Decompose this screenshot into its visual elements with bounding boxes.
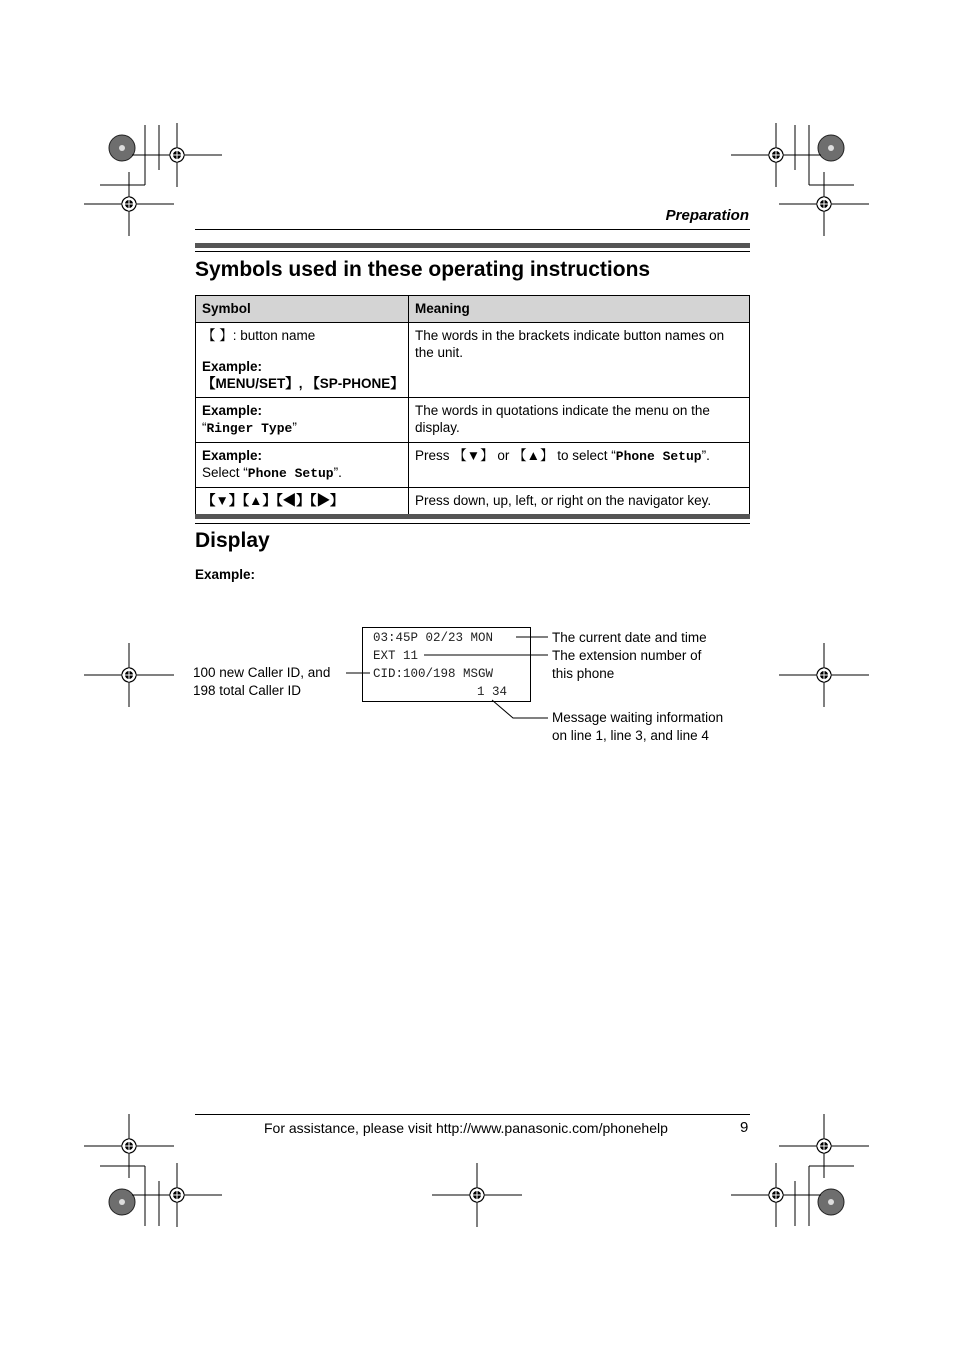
callout-text: on line 1, line 3, and line 4 bbox=[552, 728, 709, 743]
navigator-keys: 【▼】【▲】【◀】【▶】 bbox=[196, 488, 409, 515]
press-suffix: ”. bbox=[701, 448, 710, 463]
select-suffix: ”. bbox=[333, 465, 342, 480]
callout-extension bbox=[552, 647, 701, 683]
header-meaning: Meaning bbox=[409, 296, 750, 323]
meaning-cell: The words in the brackets indicate button names on the unit. bbox=[409, 323, 750, 398]
callout-caller-id bbox=[193, 664, 330, 700]
example-label: Example: bbox=[202, 448, 263, 463]
footer-rule bbox=[195, 1114, 750, 1115]
callout-message-waiting bbox=[552, 709, 723, 745]
section-header: Preparation bbox=[665, 207, 749, 224]
lcd-line-message: 1 34 bbox=[477, 685, 508, 699]
press-prefix: Press 【▼】 or 【▲】 to select “ bbox=[415, 448, 616, 463]
menu-code: Phone Setup bbox=[615, 449, 702, 464]
callout-text: 198 total Caller ID bbox=[193, 683, 302, 698]
lcd-line-caller-id: CID:100/198 MSGW bbox=[373, 667, 494, 681]
example-label: Example: bbox=[202, 403, 263, 418]
lcd-line-datetime: 03:45P 02/23 MON bbox=[373, 631, 494, 645]
meaning-cell: The words in quotations indicate the menu on the display. bbox=[409, 398, 750, 443]
callout-text: this phone bbox=[552, 666, 615, 681]
callout-date-time: The current date and time bbox=[552, 630, 707, 645]
page-number: 9 bbox=[740, 1119, 749, 1136]
header-symbol: Symbol bbox=[196, 296, 409, 323]
select-prefix: Select “ bbox=[202, 465, 248, 480]
meaning-cell: Press down, up, left, or right on the navigator key. bbox=[409, 488, 750, 515]
example-label: Example: bbox=[202, 359, 263, 374]
callout-text: Message waiting information bbox=[552, 710, 724, 725]
menu-code: Phone Setup bbox=[247, 466, 334, 481]
footer-assistance: For assistance, please visit http://www.panasonic.com/phonehelp bbox=[264, 1120, 668, 1136]
display-example-label: Example: bbox=[195, 567, 256, 582]
example-text: 【MENU/SET】, 【SP-PHONE】 bbox=[202, 376, 404, 391]
lcd-line-extension: EXT 11 bbox=[373, 649, 419, 663]
quote-open: “ bbox=[202, 420, 207, 435]
menu-code: Ringer Type bbox=[206, 421, 293, 436]
callout-text: 100 new Caller ID, and bbox=[193, 665, 331, 680]
callout-text: The extension number of bbox=[552, 648, 702, 663]
symbols-heading: Symbols used in these operating instructions bbox=[195, 258, 651, 281]
quote-close: ” bbox=[292, 420, 297, 435]
display-heading: Display bbox=[195, 529, 270, 552]
symbol-text: 【 】: button name bbox=[202, 328, 316, 343]
